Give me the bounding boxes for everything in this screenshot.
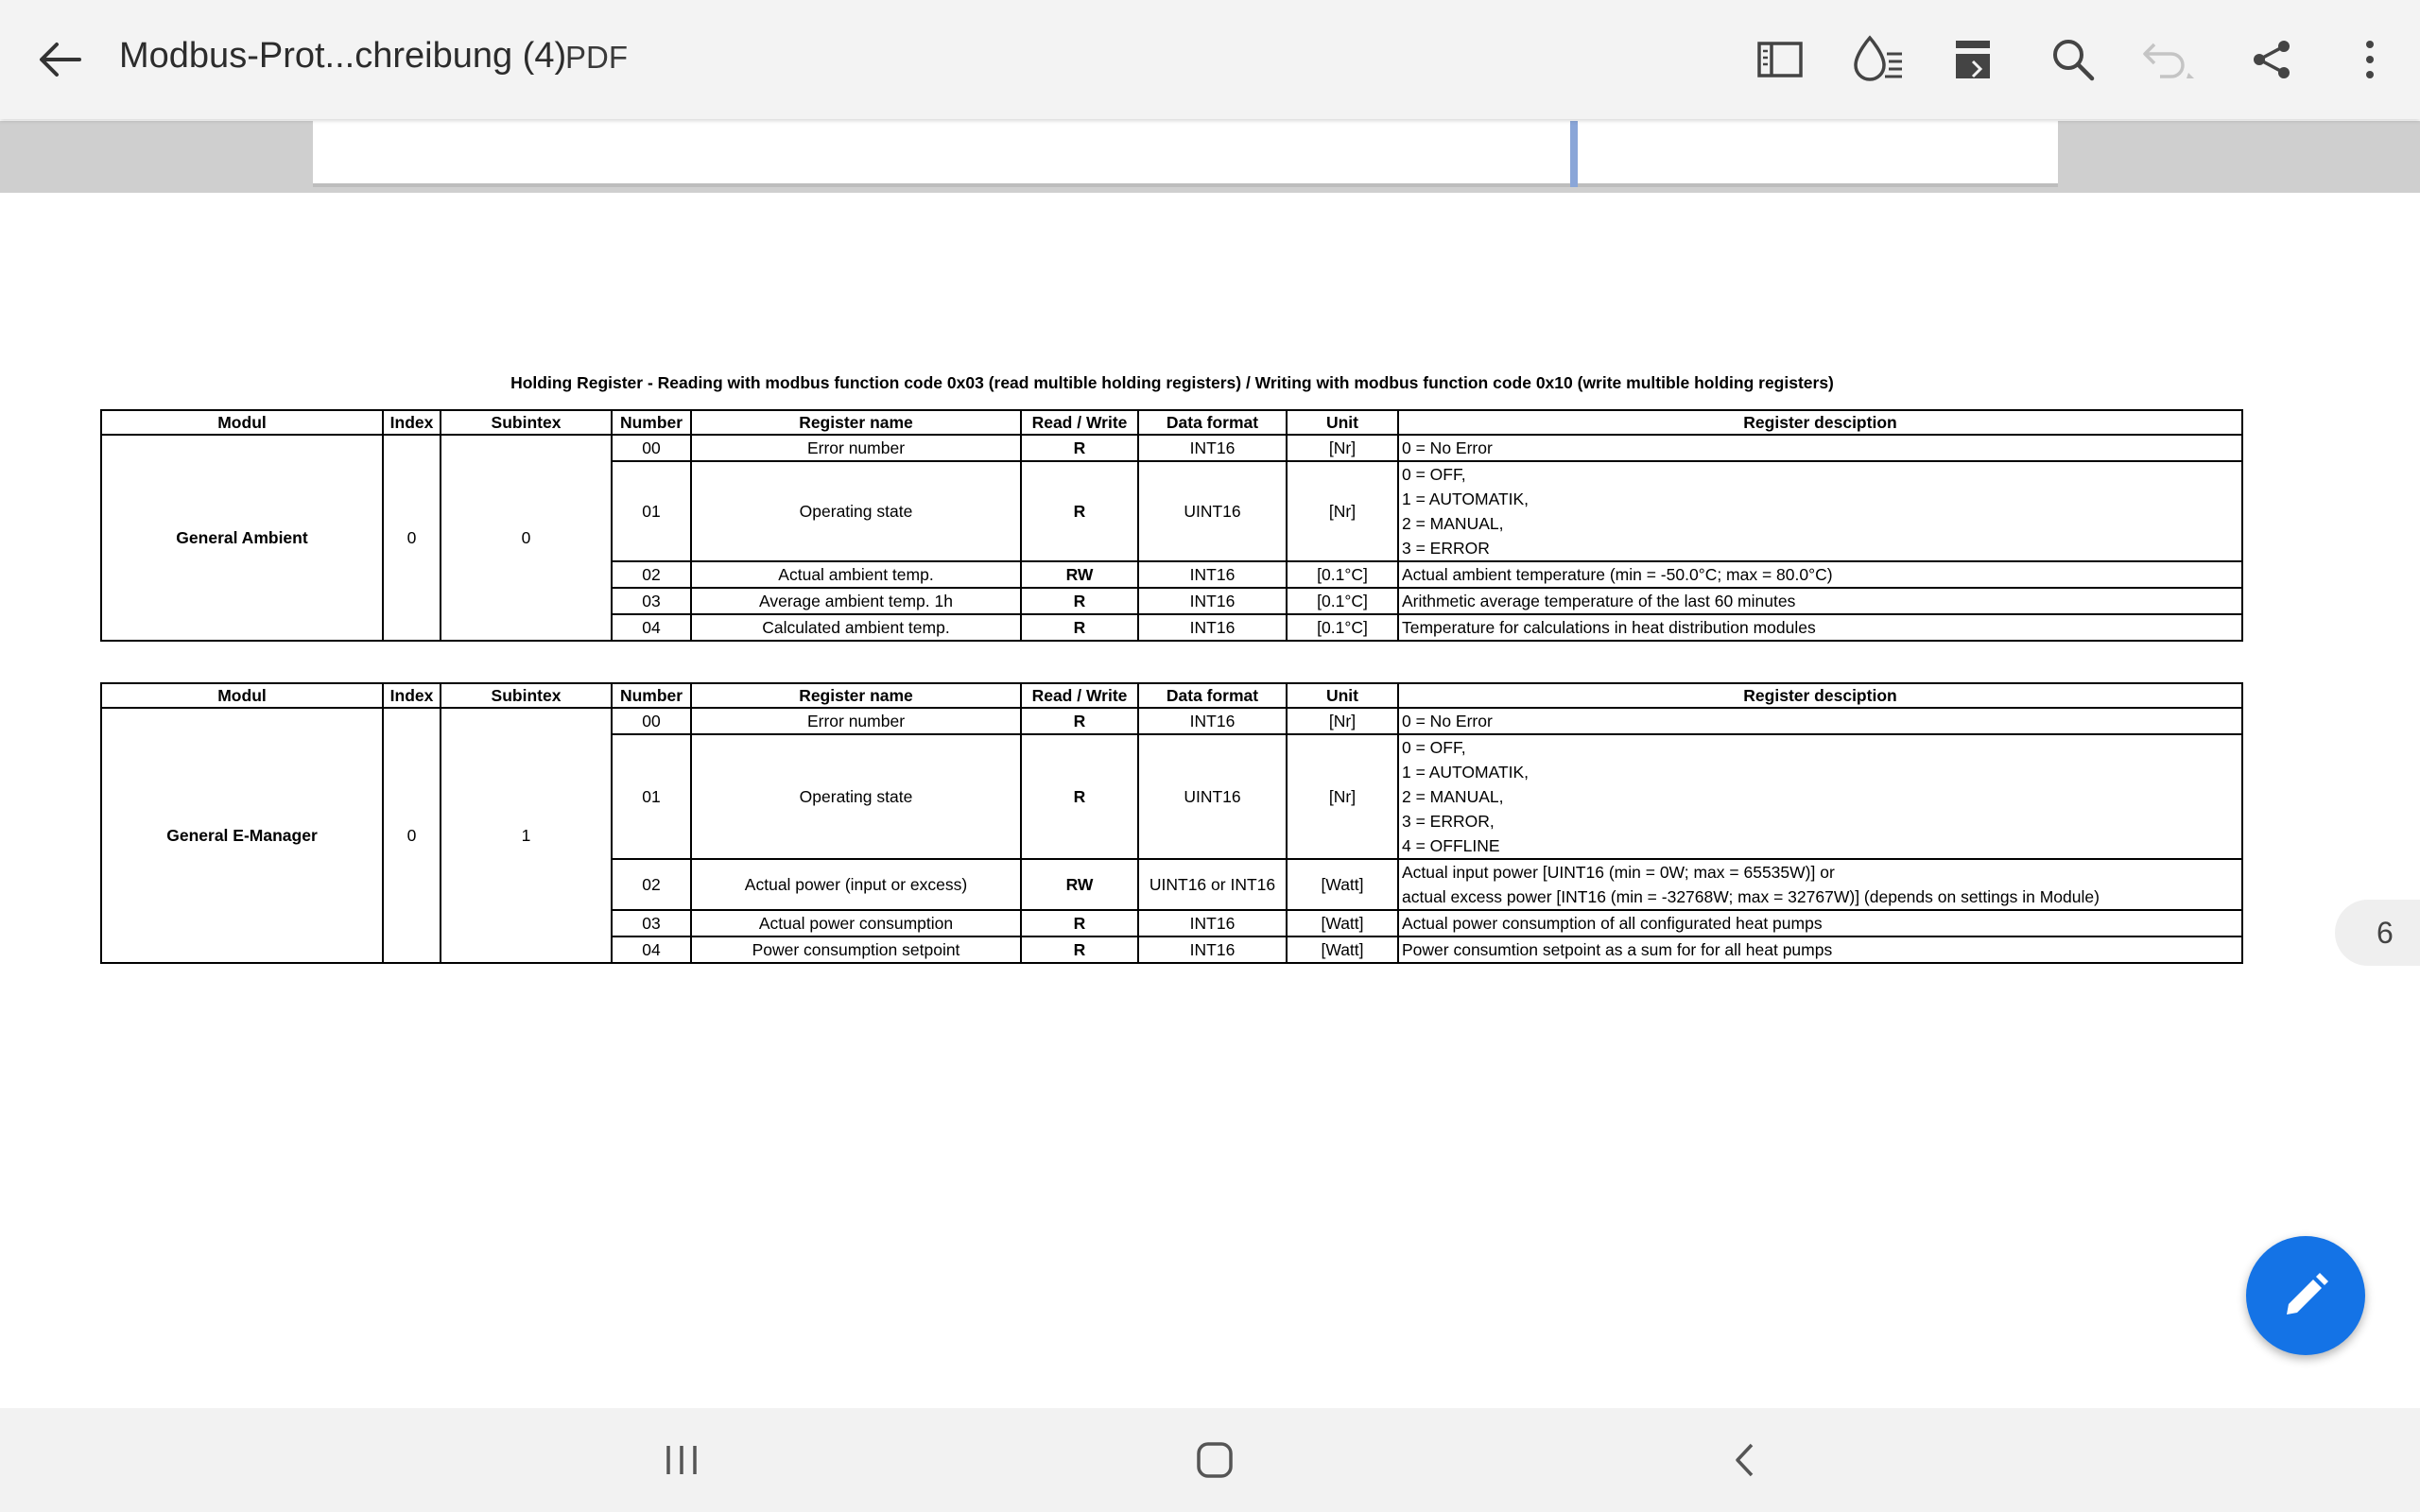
header-read-write: Read / Write <box>1021 410 1138 435</box>
register-name-cell: Average ambient temp. 1h <box>691 588 1021 614</box>
nav-back-icon <box>1733 1442 1755 1478</box>
header-number: Number <box>612 410 691 435</box>
read-write-cell: R <box>1021 708 1138 734</box>
liquid-mode-icon <box>1851 35 1906 84</box>
document-type-label: PDF <box>565 40 628 75</box>
header-read-write: Read / Write <box>1021 683 1138 708</box>
unit-cell: [Nr] <box>1287 435 1398 461</box>
read-write-cell: RW <box>1021 859 1138 910</box>
read-write-cell: R <box>1021 461 1138 561</box>
unit-cell: [Watt] <box>1287 859 1398 910</box>
edit-fab-button[interactable] <box>2246 1236 2365 1355</box>
register-description-cell <box>1398 614 2242 641</box>
edit-pencil-icon <box>2281 1271 2330 1320</box>
register-description-cell <box>1398 561 2242 588</box>
register-number-cell: 00 <box>612 435 691 461</box>
description-line: 3 = ERROR, <box>1402 812 1495 831</box>
description-line: 3 = ERROR <box>1402 539 1490 558</box>
modul-cell: General E-Manager <box>101 708 383 963</box>
header-register-name: Register name <box>691 683 1021 708</box>
register-name-cell: Error number <box>691 435 1021 461</box>
register-description-cell <box>1398 708 2242 734</box>
data-format-cell: UINT16 <box>1138 461 1287 561</box>
register-number-cell: 03 <box>612 910 691 936</box>
table-header-row <box>101 683 2242 708</box>
register-description-cell <box>1398 461 2242 561</box>
read-write-cell: R <box>1021 588 1138 614</box>
register-description-cell <box>1398 910 2242 936</box>
description-line: Temperature for calculations in heat distribution modules <box>1402 618 1816 637</box>
description-line: 0 = No Error <box>1402 438 1493 457</box>
register-name-cell: Operating state <box>691 734 1021 859</box>
data-format-cell: INT16 <box>1138 561 1287 588</box>
read-write-cell: R <box>1021 910 1138 936</box>
home-icon <box>1196 1441 1234 1479</box>
subindex-cell: 1 <box>441 708 612 963</box>
unit-cell: [Watt] <box>1287 910 1398 936</box>
unit-cell: [0.1°C] <box>1287 561 1398 588</box>
data-format-cell: UINT16 or INT16 <box>1138 859 1287 910</box>
header-unit: Unit <box>1287 683 1398 708</box>
document-title: Modbus-Prot...chreibung (4) <box>119 36 567 76</box>
register-number-cell: 04 <box>612 614 691 641</box>
search-button[interactable] <box>2038 25 2108 94</box>
pdf-page[interactable] <box>0 193 2420 1408</box>
table-row <box>101 708 2242 734</box>
page-number-indicator[interactable]: 6 <box>2335 900 2420 966</box>
home-button[interactable] <box>1172 1427 1257 1493</box>
register-number-cell: 00 <box>612 708 691 734</box>
header-number: Number <box>612 683 691 708</box>
register-number-cell: 01 <box>612 734 691 859</box>
description-line: 0 = OFF, <box>1402 465 1466 484</box>
sidebar-toggle-icon <box>1756 41 1804 78</box>
system-back-button[interactable] <box>1702 1427 1787 1493</box>
register-description-cell <box>1398 859 2242 910</box>
register-name-cell: Actual ambient temp. <box>691 561 1021 588</box>
system-nav-bar <box>0 1408 2420 1512</box>
unit-cell: [Nr] <box>1287 734 1398 859</box>
register-number-cell: 03 <box>612 588 691 614</box>
read-write-cell: R <box>1021 435 1138 461</box>
header-register-description: Register desciption <box>1398 683 2242 708</box>
unit-cell: [Nr] <box>1287 708 1398 734</box>
register-number-cell: 02 <box>612 859 691 910</box>
description-line: 2 = MANUAL, <box>1402 787 1504 806</box>
register-name-cell: Error number <box>691 708 1021 734</box>
modul-cell: General Ambient <box>101 435 383 641</box>
table-row <box>101 435 2242 461</box>
description-line: actual excess power [INT16 (min = -32768W; max = 32767W)] (depends on settings in Module) <box>1402 887 2100 906</box>
read-write-cell: RW <box>1021 561 1138 588</box>
register-number-cell: 01 <box>612 461 691 561</box>
register-number-cell: 04 <box>612 936 691 963</box>
read-write-cell: R <box>1021 936 1138 963</box>
table-header-row <box>101 410 2242 435</box>
header-modul: Modul <box>101 683 383 708</box>
description-line: Actual ambient temperature (min = -50.0°C; max = 80.0°C) <box>1402 565 1833 584</box>
description-line: 1 = AUTOMATIK, <box>1402 490 1530 508</box>
more-options-button[interactable] <box>2337 25 2403 94</box>
sheet-title: Holding Register - Reading with modbus function code 0x03 (read multible holding registers) / Writing with modbus function code 0x10 (write multible holding registers) <box>510 373 1834 392</box>
header-modul: Modul <box>101 410 383 435</box>
organize-pages-icon <box>1952 37 1994 82</box>
header-data-format: Data format <box>1138 410 1287 435</box>
register-number-cell: 02 <box>612 561 691 588</box>
subindex-cell: 0 <box>441 435 612 641</box>
unit-cell: [0.1°C] <box>1287 588 1398 614</box>
description-line: Actual input power [UINT16 (min = 0W; max = 65535W)] or <box>1402 863 1835 882</box>
register-table-general-e-manager <box>100 682 2243 964</box>
back-button[interactable] <box>28 28 91 91</box>
data-format-cell: INT16 <box>1138 588 1287 614</box>
description-line: 4 = OFFLINE <box>1402 836 1500 855</box>
header-data-format: Data format <box>1138 683 1287 708</box>
description-line: 1 = AUTOMATIK, <box>1402 763 1530 782</box>
description-line: Arithmetic average temperature of the last 60 minutes <box>1402 592 1796 610</box>
index-cell: 0 <box>383 708 441 963</box>
register-name-cell: Actual power consumption <box>691 910 1021 936</box>
liquid-mode-button[interactable] <box>1843 25 1913 94</box>
undo-button[interactable] <box>2135 25 2204 94</box>
register-description-cell <box>1398 936 2242 963</box>
description-line: 2 = MANUAL, <box>1402 514 1504 533</box>
data-format-cell: UINT16 <box>1138 734 1287 859</box>
header-index: Index <box>383 683 441 708</box>
recent-apps-button[interactable] <box>639 1427 724 1493</box>
data-format-cell: INT16 <box>1138 614 1287 641</box>
register-name-cell: Operating state <box>691 461 1021 561</box>
register-description-cell <box>1398 734 2242 859</box>
header-unit: Unit <box>1287 410 1398 435</box>
register-description-cell <box>1398 588 2242 614</box>
description-line: Power consumtion setpoint as a sum for for all heat pumps <box>1402 940 1833 959</box>
header-register-name: Register name <box>691 410 1021 435</box>
description-line: 0 = No Error <box>1402 712 1493 730</box>
read-write-cell: R <box>1021 614 1138 641</box>
register-name-cell: Power consumption setpoint <box>691 936 1021 963</box>
back-arrow-icon <box>38 41 81 78</box>
more-options-icon <box>2364 39 2376 80</box>
share-icon <box>2250 38 2293 81</box>
description-line: 0 = OFF, <box>1402 738 1466 757</box>
unit-cell: [Nr] <box>1287 461 1398 561</box>
recent-apps-icon <box>663 1444 700 1476</box>
data-format-cell: INT16 <box>1138 435 1287 461</box>
register-name-cell: Calculated ambient temp. <box>691 614 1021 641</box>
sidebar-toggle-button[interactable] <box>1745 25 1815 94</box>
header-subindex: Subintex <box>441 410 612 435</box>
register-name-cell: Actual power (input or excess) <box>691 859 1021 910</box>
header-register-description: Register desciption <box>1398 410 2242 435</box>
organize-pages-button[interactable] <box>1938 25 2008 94</box>
share-button[interactable] <box>2237 25 2307 94</box>
unit-cell: [Watt] <box>1287 936 1398 963</box>
data-format-cell: INT16 <box>1138 708 1287 734</box>
data-format-cell: INT16 <box>1138 910 1287 936</box>
scroll-marker <box>1570 121 1578 187</box>
app-bar <box>0 0 2420 119</box>
header-subindex: Subintex <box>441 683 612 708</box>
previous-page-bottom <box>313 121 2058 187</box>
undo-icon <box>2139 37 2200 82</box>
index-cell: 0 <box>383 435 441 641</box>
register-table-general-ambient <box>100 409 2243 642</box>
unit-cell: [0.1°C] <box>1287 614 1398 641</box>
search-icon <box>2050 37 2096 82</box>
data-format-cell: INT16 <box>1138 936 1287 963</box>
read-write-cell: R <box>1021 734 1138 859</box>
register-description-cell <box>1398 435 2242 461</box>
header-index: Index <box>383 410 441 435</box>
description-line: Actual power consumption of all configurated heat pumps <box>1402 914 1823 933</box>
